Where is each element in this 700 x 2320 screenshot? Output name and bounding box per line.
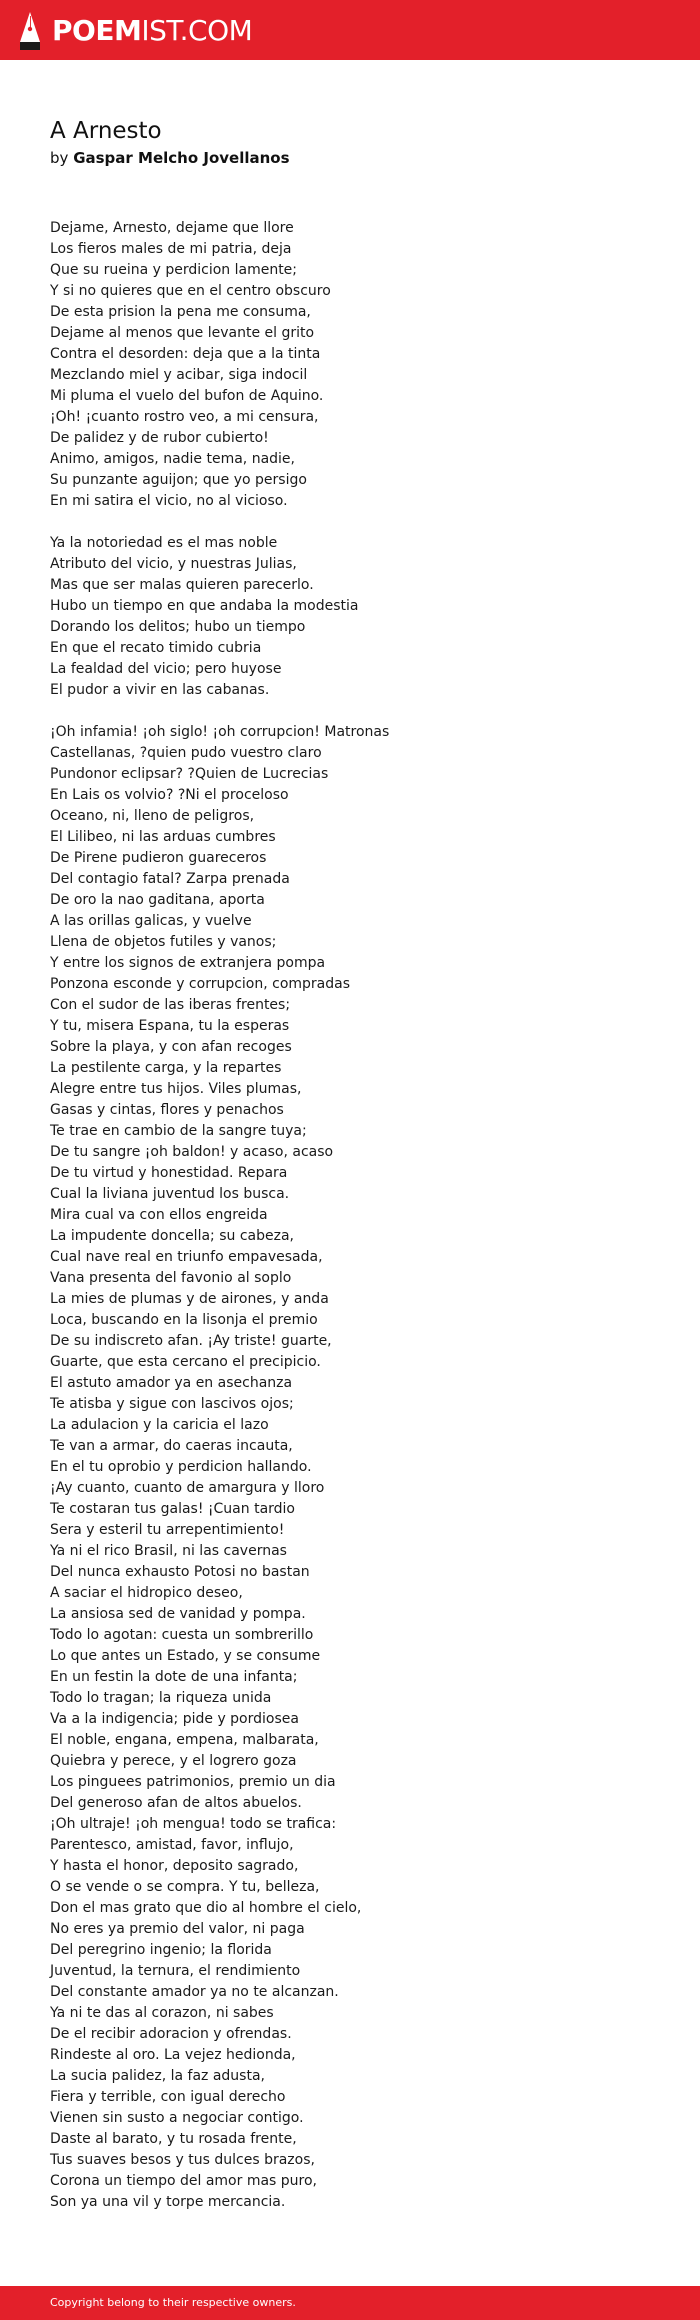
poem-line: En que el recato timido cubria (50, 640, 262, 656)
poem-line: Los pinguees patrimonios, premio un dia (50, 1774, 336, 1790)
poem-line: Y si no quieres que en el centro obscuro (50, 283, 331, 299)
poem-line: Te van a armar, do caeras incauta, (50, 1438, 293, 1454)
poem-line: Sera y esteril tu arrepentimiento! (50, 1522, 285, 1538)
poem-line: Todo lo agotan: cuesta un sombrerillo (50, 1627, 314, 1643)
poem-line: Tus suaves besos y tus dulces brazos, (50, 2152, 315, 2168)
poem-line: Castellanas, ?quien pudo vuestro claro (50, 745, 322, 761)
pen-nib-icon (18, 10, 42, 52)
poem-line: Del peregrino ingenio; la florida (50, 1942, 272, 1958)
poem-line: Gasas y cintas, flores y penachos (50, 1102, 284, 1118)
poem-line: Mas que ser malas quieren parecerlo. (50, 577, 314, 593)
poem-line: Loca, buscando en la lisonja el premio (50, 1312, 318, 1328)
poem-line: Atributo del vicio, y nuestras Julias, (50, 556, 297, 572)
poem-line: El pudor a vivir en las cabanas. (50, 682, 270, 698)
logo-wordmark (52, 10, 252, 52)
poem-line: Parentesco, amistad, favor, influjo, (50, 1837, 294, 1853)
poem-line: Son ya una vil y torpe mercancia. (50, 2194, 286, 2210)
poem-line: Cual la liviana juventud los busca. (50, 1186, 290, 1202)
poem-line: Oceano, ni, lleno de peligros, (50, 808, 255, 824)
poem-line: Va a la indigencia; pide y pordiosea (50, 1711, 299, 1727)
site-header (0, 0, 700, 60)
poem-line: De su indiscreto afan. ¡Ay triste! guarte, (50, 1333, 332, 1349)
poem-line: Del constante amador ya no te alcanzan. (50, 1984, 339, 2000)
poem-line: Vienen sin susto a negociar contigo. (50, 2110, 304, 2126)
poem-line: A las orillas galicas, y vuelve (50, 913, 252, 929)
poem-line: La fealdad del vicio; pero huyose (50, 661, 282, 677)
poem-line: Corona un tiempo del amor mas puro, (50, 2173, 317, 2189)
poem-line: Los fieros males de mi patria, deja (50, 241, 292, 257)
poem-line: Don el mas grato que dio al hombre el cielo, (50, 1900, 362, 1916)
poem-line: Con el sudor de las iberas frentes; (50, 997, 291, 1013)
poem-line: O se vende o se compra. Y tu, belleza, (50, 1879, 320, 1895)
poem-line: Te atisba y sigue con lascivos ojos; (50, 1396, 294, 1412)
poem-line: Mi pluma el vuelo del bufon de Aquino. (50, 388, 324, 404)
poem-line: ¡Oh! ¡cuanto rostro veo, a mi censura, (50, 409, 319, 425)
poem-line: Dejame, Arnesto, dejame que llore (50, 220, 294, 236)
poem-title: A Arnesto (50, 118, 162, 144)
poem-line: Hubo un tiempo en que andaba la modestia (50, 598, 359, 614)
poem-line: Todo lo tragan; la riqueza unida (50, 1690, 272, 1706)
poem-line: De Pirene pudieron guareceros (50, 850, 267, 866)
poem-line: En un festin la dote de una infanta; (50, 1669, 298, 1685)
poem-line: En mi satira el vicio, no al vicioso. (50, 493, 288, 509)
poem-line: Sobre la playa, y con afan recoges (50, 1039, 292, 1055)
poem-line: El Lilibeo, ni las arduas cumbres (50, 829, 276, 845)
poem-line: El noble, engana, empena, malbarata, (50, 1732, 319, 1748)
poem-line: De tu sangre ¡oh baldon! y acaso, acaso (50, 1144, 334, 1160)
poem-line: Y hasta el honor, deposito sagrado, (50, 1858, 299, 1874)
poem-line: De tu virtud y honestidad. Repara (50, 1165, 288, 1181)
poem-line: Dorando los delitos; hubo un tiempo (50, 619, 306, 635)
poem-line: La sucia palidez, la faz adusta, (50, 2068, 265, 2084)
poem-line: Lo que antes un Estado, y se consume (50, 1648, 321, 1664)
poem-line: De palidez y de rubor cubierto! (50, 430, 269, 446)
poem-line: A saciar el hidropico deseo, (50, 1585, 243, 1601)
poem-line: Daste al barato, y tu rosada frente, (50, 2131, 297, 2147)
poem-body (50, 218, 670, 2234)
poem-line: Rindeste al oro. La vejez hedionda, (50, 2047, 296, 2063)
poem-line: Te trae en cambio de la sangre tuya; (50, 1123, 307, 1139)
poem-line: Juventud, la ternura, el rendimiento (50, 1963, 301, 1979)
poem-byline (50, 147, 290, 169)
poem-line: ¡Ay cuanto, cuanto de amargura y lloro (50, 1480, 325, 1496)
logo-wordmark-bold: POEM (52, 14, 142, 47)
poem-line: Del contagio fatal? Zarpa prenada (50, 871, 290, 887)
site-logo[interactable] (18, 10, 252, 52)
poem-line: Que su rueina y perdicion lamente; (50, 262, 298, 278)
poem-line: Mezclando miel y acibar, siga indocil (50, 367, 308, 383)
poem-stanza (50, 218, 670, 512)
poem-line: Ya la notoriedad es el mas noble (50, 535, 278, 551)
poem-line: Quiebra y perece, y el logrero goza (50, 1753, 297, 1769)
poem-line: La impudente doncella; su cabeza, (50, 1228, 294, 1244)
poem-line: En el tu oprobio y perdicion hallando. (50, 1459, 312, 1475)
poem-line: Pundonor eclipsar? ?Quien de Lucrecias (50, 766, 329, 782)
poem-line: Ponzona esconde y corrupcion, compradas (50, 976, 351, 992)
poem-line: ¡Oh ultraje! ¡oh mengua! todo se trafica: (50, 1816, 337, 1832)
copyright-notice: Copyright belong to their respective owners. (50, 2296, 296, 2309)
poem-line: Dejame al menos que levante el grito (50, 325, 315, 341)
poem-line: Ya ni el rico Brasil, ni las cavernas (50, 1543, 287, 1559)
poem-line: El astuto amador ya en asechanza (50, 1375, 293, 1391)
poem-stanza (50, 533, 670, 701)
poem-line: Mira cual va con ellos engreida (50, 1207, 268, 1223)
poem-line: Llena de objetos futiles y vanos; (50, 934, 277, 950)
poem-line: La adulacion y la caricia el lazo (50, 1417, 269, 1433)
poem-line: Cual nave real en triunfo empavesada, (50, 1249, 323, 1265)
poem-author: Gaspar Melcho Jovellanos (73, 149, 290, 167)
poem-stanza (50, 722, 670, 2213)
poem-line: Y tu, misera Espana, tu la esperas (50, 1018, 290, 1034)
poem-line: La pestilente carga, y la repartes (50, 1060, 282, 1076)
poem-line: ¡Oh infamia! ¡oh siglo! ¡oh corrupcion! Matronas (50, 724, 390, 740)
poem-line: Contra el desorden: deja que a la tinta (50, 346, 321, 362)
poem-line: De esta prision la pena me consuma, (50, 304, 311, 320)
poem-line: Animo, amigos, nadie tema, nadie, (50, 451, 295, 467)
poem-line: Del nunca exhausto Potosi no bastan (50, 1564, 310, 1580)
logo-wordmark-light: IST.COM (141, 14, 253, 47)
poem-line: Ya ni te das al corazon, ni sabes (50, 2005, 274, 2021)
site-footer (0, 2286, 700, 2320)
poem-line: Su punzante aguijon; que yo persigo (50, 472, 307, 488)
poem-line: La ansiosa sed de vanidad y pompa. (50, 1606, 306, 1622)
poem-line: De el recibir adoracion y ofrendas. (50, 2026, 292, 2042)
poem-line: No eres ya premio del valor, ni paga (50, 1921, 305, 1937)
poem-line: La mies de plumas y de airones, y anda (50, 1291, 329, 1307)
poem-line: Te costaran tus galas! ¡Cuan tardio (50, 1501, 295, 1517)
poem-line: Fiera y terrible, con igual derecho (50, 2089, 286, 2105)
poem-line: Alegre entre tus hijos. Viles plumas, (50, 1081, 302, 1097)
poem-line: Del generoso afan de altos abuelos. (50, 1795, 302, 1811)
poem-line: En Lais os volvio? ?Ni el proceloso (50, 787, 289, 803)
poem-line: De oro la nao gaditana, aporta (50, 892, 265, 908)
poem-line: Y entre los signos de extranjera pompa (50, 955, 326, 971)
poem-line: Vana presenta del favonio al soplo (50, 1270, 292, 1286)
poem-line: Guarte, que esta cercano el precipicio. (50, 1354, 321, 1370)
byline-prefix: by (50, 149, 69, 167)
